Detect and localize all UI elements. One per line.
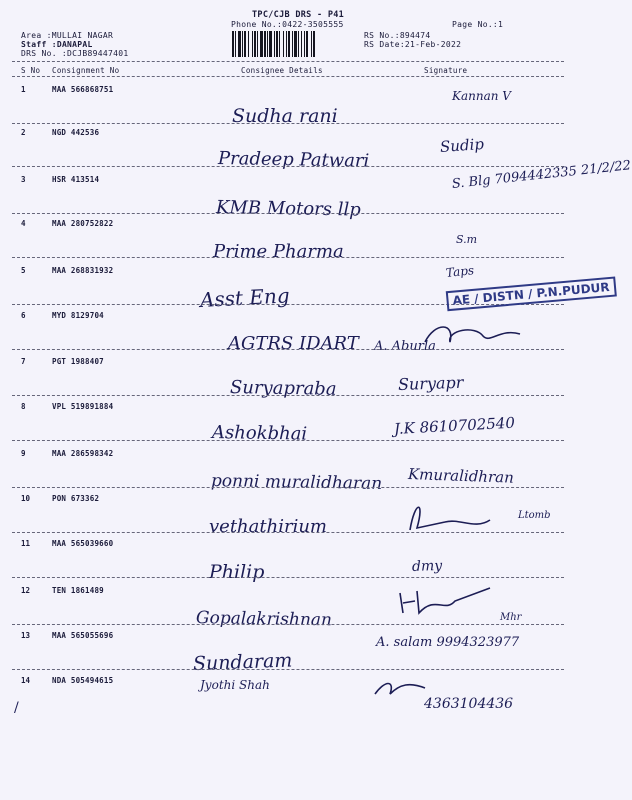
page-number: Page No.:1 [452, 20, 504, 29]
row-sno: 8 [21, 402, 26, 411]
barcode-bar [260, 31, 263, 57]
row-sno: 5 [21, 266, 26, 275]
row-divider [12, 213, 564, 214]
barcode-bar [267, 31, 268, 57]
barcode-bar [298, 31, 299, 57]
document-title: TPC/CJB DRS - P41 [252, 10, 345, 20]
signature-scribble-row14 [370, 676, 430, 700]
row-sno: 7 [21, 357, 26, 366]
barcode-bar [304, 31, 305, 57]
row-consignment-number: MYD 8129704 [52, 311, 104, 320]
staff-label: Staff : [21, 40, 57, 49]
area-field [21, 31, 113, 40]
barcode-bar [274, 31, 275, 57]
footer-mark: / [14, 700, 20, 716]
barcode-bar [306, 31, 308, 57]
barcode-bar [269, 31, 272, 57]
row-sno: 10 [21, 494, 31, 503]
row-consignment-number: VPL 519891884 [52, 402, 114, 411]
rs-number: RS No.:894474 [364, 31, 431, 40]
row-consignee-name: vethathirium [209, 516, 327, 537]
barcode-bar [252, 31, 253, 57]
column-header-signature: Signature [424, 66, 468, 75]
row-signature: A. Aburla [374, 339, 436, 354]
row-consignee-name: ponni muralidharan [210, 471, 383, 494]
row-sno: 13 [21, 631, 31, 640]
signature-scribble-row6 [395, 320, 525, 350]
row-signature: S. Blg 7094442335 21/2/22 [451, 158, 632, 192]
barcode-image [232, 31, 356, 57]
row-divider [12, 487, 564, 488]
row-signature: Suryapr [397, 372, 464, 394]
row-consignment-number: TEN 1861489 [52, 586, 104, 595]
staff-value: DANAPAL [56, 40, 93, 49]
barcode-bar [283, 31, 284, 57]
row-signature: A. salam 9994323977 [376, 635, 520, 650]
area-value: MULLAI NAGAR [51, 31, 114, 40]
barcode-bar [301, 31, 302, 57]
row-consignee-name: AGTRS IDART [228, 333, 359, 354]
row-signature: dmy [411, 557, 443, 575]
row-divider [12, 123, 564, 124]
header-rule-bottom [12, 76, 564, 77]
barcode-bar [235, 31, 236, 57]
barcode-bar [313, 31, 315, 57]
row-sno: 6 [21, 311, 26, 320]
barcode-bar [257, 31, 258, 57]
row-consignee-name: Prime Pharma [213, 241, 344, 262]
row-sno: 11 [21, 539, 31, 548]
barcode-bar [311, 31, 312, 57]
column-header-consignment: Consignment No [52, 66, 120, 75]
row-consignment-number: NGD 442536 [52, 128, 100, 137]
barcode-bar [276, 31, 278, 57]
row-consignment-number: MAA 565055696 [52, 631, 114, 640]
barcode-bar [232, 31, 234, 57]
row-divider [12, 624, 564, 625]
row-signature: Taps [445, 263, 475, 280]
barcode-bar [279, 31, 280, 57]
barcode-bar [294, 31, 297, 57]
row-consignment-number: MAA 268831932 [52, 266, 114, 275]
row-divider [12, 577, 564, 578]
row-signature: Sudip [439, 134, 485, 156]
row-signature: 4363104436 [424, 696, 514, 712]
row-consignee-name: Asst Eng [199, 283, 291, 312]
barcode-bar [292, 31, 293, 57]
row-consignment-number: PGT 1988407 [52, 357, 104, 366]
phone-number: Phone No.:0422-3505555 [231, 20, 344, 29]
row-consignment-number: PON 673362 [52, 494, 100, 503]
row-consignee-name: Philip [209, 561, 265, 583]
row-sno: 2 [21, 128, 26, 137]
rs-date: RS Date:21-Feb-2022 [364, 40, 462, 49]
barcode-bar [244, 31, 246, 57]
row-divider [12, 166, 564, 167]
row-consignment-number: HSR 413514 [52, 175, 100, 184]
row-consignment-number: MAA 566868751 [52, 85, 114, 94]
row-consignee-name: Sudha rani [232, 105, 338, 127]
row-consignee-name: Jyothi Shah [200, 678, 270, 692]
row-signature: Mhr [500, 612, 522, 623]
header-rule-top [12, 61, 564, 62]
row-signature: J.K 8610702540 [393, 413, 516, 438]
row-sno: 14 [21, 676, 31, 685]
barcode-bar [286, 31, 287, 57]
drs-number: DRS No. :DCJB89447401 [21, 49, 129, 58]
row-divider [12, 440, 564, 441]
row-sno: 4 [21, 219, 26, 228]
row-consignee-name: Gopalakrishnan [195, 608, 333, 631]
row-consignment-number: MAA 280752822 [52, 219, 114, 228]
row-divider [12, 395, 564, 396]
barcode-bar [238, 31, 241, 57]
row-sno: 3 [21, 175, 26, 184]
stamp-text: AE / DISTN / P.N.PUDUR [446, 277, 617, 312]
row-consignment-number: MAA 286598342 [52, 449, 114, 458]
row-consignee-name: Pradeep Patwari [217, 148, 370, 172]
barcode-bar [254, 31, 256, 57]
barcode-bar [242, 31, 243, 57]
row-divider [12, 257, 564, 258]
row-consignee-name: Ashokbhai [211, 422, 308, 445]
row-signature: Ltomb [518, 510, 551, 521]
barcode-bar [264, 31, 266, 57]
row-signature: Kmuralidhran [407, 465, 515, 487]
row-consignee-name: Sundaram [192, 649, 293, 675]
row-consignee-name: KMB Motors llp [215, 197, 361, 221]
column-header-consignee: Consignee Details [241, 66, 323, 75]
area-label: Area : [21, 31, 52, 40]
row-consignee-name: Suryapraba [229, 377, 337, 400]
column-header-sno: S No [21, 66, 41, 75]
row-sno: 1 [21, 85, 26, 94]
staff-field [21, 40, 93, 49]
signature-scribble-row10 [405, 500, 495, 535]
barcode-bar [288, 31, 290, 57]
row-signature: S.m [456, 233, 478, 246]
signature-scribble-row12 [395, 583, 495, 623]
row-signature: Kannan V [452, 89, 511, 103]
row-consignment-number: NDA 505494615 [52, 676, 114, 685]
row-divider [12, 669, 564, 670]
barcode-bar [248, 31, 249, 57]
row-consignment-number: MAA 565039660 [52, 539, 114, 548]
row-sno: 9 [21, 449, 26, 458]
row-sno: 12 [21, 586, 31, 595]
